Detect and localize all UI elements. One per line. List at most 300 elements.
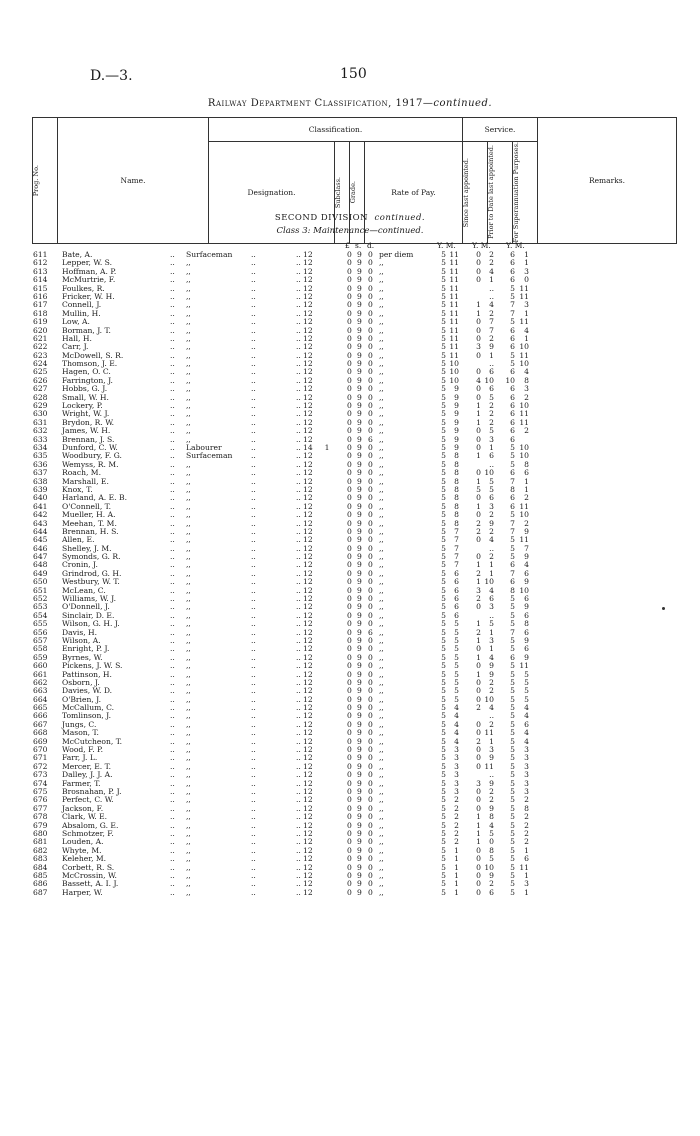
cell-super-years: 5 [510, 703, 515, 713]
cell-prog-no: 644 [33, 526, 48, 536]
cell-name: Symonds, G. R. [62, 552, 121, 562]
cell-since-months: 8 [454, 459, 459, 469]
cell-prior-months: 10 [484, 862, 494, 872]
leader-dots: .. [170, 887, 175, 897]
cell-since-months: 3 [454, 778, 459, 788]
leader-dots: .. [296, 686, 301, 696]
cell-super-years: 6 [510, 325, 515, 335]
leader-dots: .. [170, 778, 175, 788]
cell-designation: ,, [186, 317, 191, 327]
cell-super-years: 5 [510, 887, 515, 897]
cell-since-months: 6 [454, 585, 459, 595]
cell-pay-pounds: 0 [347, 451, 352, 461]
cell-since-years: 5 [441, 585, 446, 595]
cell-name: Mullin, H. [62, 308, 101, 318]
cell-since-months: 2 [454, 795, 459, 805]
cell-pay-unit: ,, [379, 669, 384, 679]
cell-super-years: 5 [510, 442, 515, 452]
cell-prior-months: 2 [489, 677, 494, 687]
cell-subclass: 12 [303, 694, 313, 704]
leader-dots: .. [170, 845, 175, 855]
cell-prog-no: 666 [33, 711, 48, 721]
cell-name: Shelley, J. M. [62, 543, 112, 553]
cell-super-months: 3 [524, 266, 529, 276]
cell-super-years: 7 [510, 627, 515, 637]
cell-super-months: 4 [524, 728, 529, 738]
leader-dots: .. [296, 862, 301, 872]
cell-prior-years: 0 [476, 552, 481, 562]
cell-designation: ,, [186, 828, 191, 838]
cell-prior-months: 4 [489, 703, 494, 713]
cell-pay-pence: 0 [368, 392, 373, 402]
cell-pay-unit: ,, [379, 333, 384, 343]
cell-pay-pounds: 0 [347, 275, 352, 285]
cell-super-years: 5 [510, 778, 515, 788]
leader-dots: .. [170, 602, 175, 612]
cell-pay-shillings: 9 [357, 635, 362, 645]
cell-name: Brosnahan, P. J. [62, 787, 122, 796]
leader-dots: .. [251, 426, 256, 436]
cell-since-years: 5 [441, 526, 446, 536]
cell-prior-months: 10 [484, 577, 494, 587]
cell-pay-pence: 0 [368, 560, 373, 570]
cell-since-months: 11 [449, 333, 459, 343]
cell-prog-no: 637 [33, 468, 48, 478]
unit-pence: d. [367, 241, 375, 250]
leader-dots: .. [251, 845, 256, 855]
leader-dots: .. [170, 308, 175, 318]
cell-name: Davies, W. D. [62, 686, 113, 696]
cell-since-months: 11 [449, 283, 459, 293]
cell-designation: ,, [186, 552, 191, 562]
cell-subclass: 14 [303, 442, 313, 452]
cell-pay-unit: ,, [379, 795, 384, 805]
cell-pay-unit: ,, [379, 484, 384, 494]
cell-pay-unit: ,, [379, 577, 384, 587]
cell-designation: Labourer [186, 442, 222, 452]
cell-pay-unit: ,, [379, 711, 384, 721]
cell-pay-pounds: 0 [347, 795, 352, 805]
cell-since-months: 1 [454, 854, 459, 864]
cell-designation: ,, [186, 661, 191, 671]
leader-dots: .. [251, 552, 256, 562]
cell-name: Wilson, A. [62, 635, 101, 645]
cell-prior-months: 6 [489, 451, 494, 461]
cell-pay-pence: 0 [368, 493, 373, 503]
cell-pay-unit: ,, [379, 468, 384, 478]
cell-pay-shillings: 9 [357, 719, 362, 729]
cell-since-years: 5 [441, 753, 446, 763]
cell-pay-unit: ,, [379, 392, 384, 402]
cell-pay-unit: ,, [379, 367, 384, 377]
cell-pay-unit: ,, [379, 283, 384, 293]
cell-since-months: 11 [449, 308, 459, 318]
cell-prog-no: 665 [33, 703, 48, 713]
leader-dots: .. [296, 761, 301, 771]
leader-dots: .. [170, 627, 175, 637]
cell-prior-months: 5 [489, 484, 494, 494]
cell-since-months: 7 [454, 543, 459, 553]
cell-prior-months: 1 [489, 350, 494, 360]
cell-designation: ,, [186, 350, 191, 360]
cell-prior-years: 1 [476, 476, 481, 486]
cell-designation: ,, [186, 543, 191, 553]
cell-since-years: 5 [441, 803, 446, 813]
cell-pay-unit: ,, [379, 350, 384, 360]
cell-pay-shillings: 9 [357, 837, 362, 847]
cell-super-years: 5 [510, 535, 515, 545]
cell-pay-pounds: 0 [347, 359, 352, 369]
cell-designation: ,, [186, 753, 191, 763]
leader-dots: .. [296, 753, 301, 763]
leader-dots: .. [170, 459, 175, 469]
cell-prior-months: 4 [489, 652, 494, 662]
cell-designation: ,, [186, 879, 191, 889]
cell-since-years: 5 [441, 317, 446, 327]
cell-since-years: 5 [441, 392, 446, 402]
leader-dots: .. [170, 384, 175, 394]
leader-dots: .. [296, 719, 301, 729]
cell-pay-pounds: 0 [347, 417, 352, 427]
cell-since-years: 5 [441, 375, 446, 385]
cell-prior-years: 2 [476, 518, 481, 528]
cell-name: Tomlinson, J. [62, 711, 112, 721]
cell-prog-no: 616 [33, 291, 48, 301]
cell-pay-pounds: 0 [347, 770, 352, 780]
cell-prior-months: 4 [489, 820, 494, 830]
cell-super-years: 5 [510, 812, 515, 822]
cell-super-years: 6 [510, 250, 515, 259]
leader-dots: .. [296, 602, 301, 612]
cell-subclass: 12 [303, 594, 313, 604]
cell-prior-months: 2 [489, 719, 494, 729]
cell-name: Osborn, J. [62, 677, 100, 687]
cell-super-years: 7 [510, 300, 515, 310]
col-rate: Rate of Pay. [365, 142, 463, 244]
cell-pay-pence: 0 [368, 635, 373, 645]
leader-dots: .. [296, 828, 301, 838]
cell-name: Cronin, J. [62, 560, 98, 570]
cell-subclass: 12 [303, 426, 313, 436]
cell-pay-pence: 0 [368, 342, 373, 352]
cell-prior-years: 0 [476, 426, 481, 436]
cell-prior-months: 3 [489, 501, 494, 511]
cell-super-years: 5 [510, 879, 515, 889]
leader-dots: .. [251, 342, 256, 352]
cell-name: Thomson, J. E. [62, 359, 118, 369]
cell-since-years: 5 [441, 468, 446, 478]
cell-since-years: 5 [441, 543, 446, 553]
leader-dots: .. [251, 359, 256, 369]
cell-prog-no: 671 [33, 753, 48, 763]
cell-since-years: 5 [441, 627, 446, 637]
cell-designation: ,, [186, 359, 191, 369]
cell-subclass: 12 [303, 619, 313, 629]
cell-since-years: 5 [441, 887, 446, 897]
leader-dots: .. [170, 870, 175, 880]
cell-name: Woodbury, F. G. [62, 451, 122, 461]
cell-name: Farrington, J. [62, 375, 113, 385]
cell-pay-unit: ,, [379, 627, 384, 637]
leader-dots: .. [170, 577, 175, 587]
cell-prior-months: 9 [489, 778, 494, 788]
leader-dots: .. [251, 594, 256, 604]
cell-prior-months: 5 [489, 476, 494, 486]
cell-since-months: 1 [454, 887, 459, 897]
cell-super-months: 3 [524, 745, 529, 755]
cell-pay-shillings: 9 [357, 887, 362, 897]
cell-super-months: 9 [524, 577, 529, 587]
cell-super-months: 2 [524, 795, 529, 805]
cell-pay-pence: 0 [368, 795, 373, 805]
cell-super-months: 4 [524, 325, 529, 335]
leader-dots: .. [296, 837, 301, 847]
cell-pay-shillings: 9 [357, 250, 362, 259]
cell-pay-pounds: 0 [347, 300, 352, 310]
cell-pay-pence: 0 [368, 761, 373, 771]
cell-pay-pence: 0 [368, 577, 373, 587]
cell-super-years: 6 [510, 493, 515, 503]
cell-super-months: 11 [519, 283, 529, 293]
cell-pay-pounds: 0 [347, 568, 352, 578]
leader-dots: .. [170, 677, 175, 687]
cell-pay-shillings: 9 [357, 308, 362, 318]
cell-since-years: 5 [441, 610, 446, 620]
cell-pay-unit: ,, [379, 594, 384, 604]
cell-since-months: 7 [454, 535, 459, 545]
cell-subclass: 12 [303, 510, 313, 520]
cell-prog-no: 625 [33, 367, 48, 377]
cell-prog-no: 686 [33, 879, 48, 889]
leader-dots: .. [170, 258, 175, 268]
cell-prior-months: 6 [489, 384, 494, 394]
cell-since-years: 5 [441, 384, 446, 394]
cell-super-years: 7 [510, 526, 515, 536]
cell-since-months: 4 [454, 736, 459, 746]
cell-since-months: 3 [454, 761, 459, 771]
cell-prior-months: .. [489, 291, 494, 301]
unit-prior-ym: Y. M. [472, 241, 491, 250]
leader-dots: .. [296, 820, 301, 830]
cell-pay-shillings: 9 [357, 568, 362, 578]
cell-subclass: 12 [303, 677, 313, 687]
cell-super-years: 5 [510, 635, 515, 645]
cell-prior-months: 1 [489, 568, 494, 578]
cell-prog-no: 629 [33, 401, 48, 411]
cell-since-months: 9 [454, 409, 459, 419]
cell-designation: ,, [186, 652, 191, 662]
cell-prior-years: 1 [476, 577, 481, 587]
cell-pay-shillings: 9 [357, 350, 362, 360]
cell-super-months: 9 [524, 602, 529, 612]
cell-since-months: 2 [454, 803, 459, 813]
leader-dots: .. [251, 308, 256, 318]
cell-prior-months: 2 [489, 787, 494, 796]
cell-since-months: 5 [454, 627, 459, 637]
cell-prior-months: 9 [489, 661, 494, 671]
cell-subclass: 12 [303, 501, 313, 511]
cell-pay-unit: ,, [379, 619, 384, 629]
cell-prior-years: 0 [476, 870, 481, 880]
leader-dots: .. [170, 426, 175, 436]
cell-pay-pounds: 0 [347, 375, 352, 385]
cell-designation: ,, [186, 887, 191, 897]
cell-super-years: 5 [510, 753, 515, 763]
cell-pay-pence: 0 [368, 535, 373, 545]
cell-prior-years: 3 [476, 778, 481, 788]
cell-designation: ,, [186, 669, 191, 679]
cell-since-years: 5 [441, 258, 446, 268]
cell-pay-unit: ,, [379, 535, 384, 545]
cell-designation: ,, [186, 291, 191, 301]
leader-dots: .. [296, 619, 301, 629]
cell-name: Brennan, J. S. [62, 434, 115, 444]
cell-designation: ,, [186, 728, 191, 738]
leader-dots: .. [170, 837, 175, 847]
cell-name: Brennan, H. S. [62, 526, 119, 536]
cell-pay-pounds: 0 [347, 526, 352, 536]
cell-prior-months: 2 [489, 409, 494, 419]
leader-dots: .. [296, 392, 301, 402]
cell-super-months: 1 [524, 308, 529, 318]
cell-since-years: 5 [441, 417, 446, 427]
cell-since-years: 5 [441, 333, 446, 343]
cell-pay-pence: 0 [368, 308, 373, 318]
cell-prog-no: 645 [33, 535, 48, 545]
cell-super-years: 6 [510, 333, 515, 343]
leader-dots: .. [170, 468, 175, 478]
cell-pay-shillings: 9 [357, 577, 362, 587]
cell-since-years: 5 [441, 694, 446, 704]
cell-prog-no: 618 [33, 308, 48, 318]
cell-since-months: 9 [454, 417, 459, 427]
cell-pay-pounds: 0 [347, 442, 352, 452]
leader-dots: .. [296, 317, 301, 327]
cell-super-months: 10 [519, 442, 529, 452]
cell-super-months: 11 [519, 291, 529, 301]
cell-pay-pence: 0 [368, 401, 373, 411]
cell-name: Pattinson, H. [62, 669, 112, 679]
cell-prior-months: 2 [489, 417, 494, 427]
cell-name: Carr, J. [62, 342, 89, 352]
cell-pay-unit: ,, [379, 308, 384, 318]
leader-dots: .. [170, 266, 175, 276]
cell-pay-pence: 0 [368, 854, 373, 864]
cell-designation: ,, [186, 820, 191, 830]
cell-pay-unit: ,, [379, 694, 384, 704]
cell-name: McMurtrie, F. [62, 275, 116, 285]
section-division: SECOND DIVISION continued. [274, 213, 426, 223]
cell-super-months: 3 [524, 384, 529, 394]
cell-pay-shillings: 9 [357, 644, 362, 654]
cell-prior-years: 1 [476, 820, 481, 830]
cell-prog-no: 648 [33, 560, 48, 570]
cell-designation: ,, [186, 493, 191, 503]
cell-pay-pounds: 0 [347, 803, 352, 813]
col-classification: Classification. [209, 118, 463, 142]
cell-name: Enright, P. J. [62, 644, 110, 654]
cell-prog-no: 656 [33, 627, 48, 637]
cell-super-months: 7 [524, 543, 529, 553]
leader-dots: .. [296, 266, 301, 276]
cell-pay-pence: 0 [368, 745, 373, 755]
cell-subclass: 12 [303, 879, 313, 889]
cell-subclass: 12 [303, 291, 313, 301]
leader-dots: .. [251, 577, 256, 587]
cell-pay-pence: 0 [368, 468, 373, 478]
cell-pay-shillings: 9 [357, 879, 362, 889]
cell-super-years: 5 [510, 350, 515, 360]
cell-super-years: 7 [510, 308, 515, 318]
leader-dots: .. [251, 401, 256, 411]
cell-super-years: 5 [510, 745, 515, 755]
cell-super-years: 6 [510, 652, 515, 662]
cell-subclass: 12 [303, 384, 313, 394]
cell-since-years: 5 [441, 359, 446, 369]
cell-pay-pounds: 0 [347, 887, 352, 897]
cell-pay-pence: 0 [368, 291, 373, 301]
leader-dots: .. [251, 518, 256, 528]
cell-pay-pounds: 0 [347, 577, 352, 587]
cell-prior-years: 0 [476, 694, 481, 704]
cell-pay-shillings: 9 [357, 275, 362, 285]
cell-prior-months: 2 [489, 250, 494, 259]
cell-prior-years: 0 [476, 333, 481, 343]
cell-prior-years: 0 [476, 442, 481, 452]
cell-pay-pence: 0 [368, 594, 373, 604]
col-service: Service. [463, 118, 538, 142]
cell-pay-pence: 0 [368, 333, 373, 343]
cell-pay-pence: 0 [368, 694, 373, 704]
cell-pay-shillings: 9 [357, 526, 362, 536]
leader-dots: .. [170, 510, 175, 520]
leader-dots: .. [251, 619, 256, 629]
cell-since-years: 5 [441, 770, 446, 780]
cell-prog-no: 633 [33, 434, 48, 444]
cell-prior-years: 0 [476, 803, 481, 813]
leader-dots: .. [251, 535, 256, 545]
leader-dots: .. [251, 879, 256, 889]
cell-pay-unit: ,, [379, 258, 384, 268]
cell-subclass: 12 [303, 787, 313, 796]
cell-name: Hoffman, A. P. [62, 266, 117, 276]
cell-super-months: 3 [524, 770, 529, 780]
cell-prior-years: 2 [476, 703, 481, 713]
cell-subclass: 12 [303, 392, 313, 402]
cell-since-months: 11 [449, 350, 459, 360]
cell-name: Marshall, E. [62, 476, 109, 486]
cell-designation: ,, [186, 510, 191, 520]
cell-designation: ,, [186, 778, 191, 788]
cell-designation: ,, [186, 401, 191, 411]
cell-prior-years: 1 [476, 619, 481, 629]
cell-super-years: 5 [510, 543, 515, 553]
cell-designation: ,, [186, 275, 191, 285]
cell-prior-months: 8 [489, 812, 494, 822]
cell-since-years: 5 [441, 493, 446, 503]
cell-name: Wilson, G. H. J. [62, 619, 120, 629]
cell-super-months: 2 [524, 837, 529, 847]
cell-designation: ,, [186, 854, 191, 864]
leader-dots: .. [170, 250, 175, 259]
cell-since-years: 5 [441, 401, 446, 411]
cell-since-months: 2 [454, 812, 459, 822]
cell-super-years: 5 [510, 870, 515, 880]
leader-dots: .. [251, 250, 256, 259]
cell-since-months: 6 [454, 610, 459, 620]
cell-prog-no: 614 [33, 275, 48, 285]
cell-prior-years: 0 [476, 845, 481, 855]
